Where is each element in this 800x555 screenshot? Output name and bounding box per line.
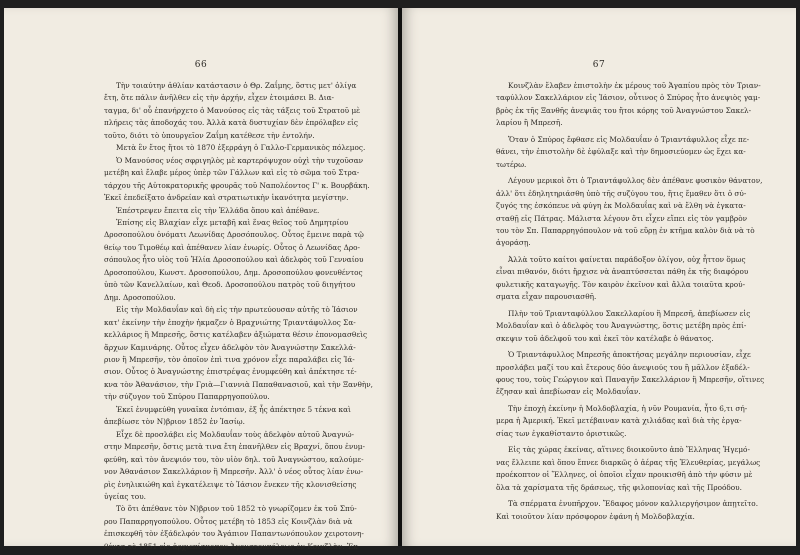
text-line: Πλὴν τοῦ Τριανταφύλλου Σακελλαρίου ἢ Μπρεσῆ, ἀπεβίωσεν εἰς <box>508 308 751 318</box>
text-line: νον Ἀθανάσιον Σακελλάριον ἢ Μπρεσῆν. Ἀλλ' ὁ νέος οὗτος λίαν ἐνω- <box>104 467 364 477</box>
text-line: τοῦτο, διότι τὸ ὑπουργεῖον Ζαΐμη κατέθεσε τὴν ἐντολήν. <box>104 130 315 140</box>
text-line: Ἐπέστρεψεν ἔπειτα εἰς τὴν Ἑλλάδα ὅπου καὶ ἀπέθανε. <box>116 205 320 215</box>
text-line: προέκοπτον οἱ Ἕλληνες, οἱ ὁποῖοι εἶχαν προικισθῆ ἀπὸ τὴν φύσιν μὲ <box>496 470 753 480</box>
right-page <box>402 8 796 546</box>
paragraph <box>104 404 386 429</box>
text-line: μερα ἡ Ἀμερική. Ἐκεῖ μετέβαιναν κατὰ χιλιάδας καὶ διὰ τὴς ἐργα- <box>496 416 742 426</box>
text-line: Εἰς τὰς χώρας ἐκείνας, αἵτινες διοικοῦντο ἀπὸ Ἕλληνας Ἡγεμό- <box>508 445 750 455</box>
text-line: Εἰς τὴν Μολδαυΐαν καὶ δὴ εἰς τὴν πρωτεύουσαν αὐτῆς τὸ Ἰάσιον <box>116 305 358 315</box>
text-line: Τὸ ὅτι ἀπέθανε τὸν Ν)βριον τοῦ 1852 τὸ γνωρίζομεν ἐκ τοῦ Σπύ- <box>116 504 357 514</box>
text-line: Κοινζλὰν ἔλαβεν ἐπιστολὴν ἐκ μέρους τοῦ Ἀγαπίου πρὸς τὸν Τριαν- <box>508 81 761 90</box>
text-line: σματα εἶχαν παρουσιασθῆ. <box>496 292 597 302</box>
text-line: σίας των ἐγκαθίσταντο ὁριστικῶς. <box>496 428 627 438</box>
text-line: Ὁ Τριαντάφυλλος Μπρεσῆς ἀποκτήσας μεγάλην περιουσίαν, εἶχε <box>508 350 751 360</box>
right-page-number: 67 <box>592 60 606 70</box>
paragraph <box>496 308 776 345</box>
text-line: βρὸς ἐκ τῆς Ξανθῆς ἀνεψιᾶς του ἤτοι κόρης τοῦ Ἀναγνώστου Σακελ- <box>496 105 752 115</box>
text-line: ὅλα τὰ χαρίσματα τῆς δράσεως, τῆς φιλοπονίας καὶ τῆς Προόδου. <box>496 482 742 492</box>
paragraph <box>496 498 776 523</box>
paragraph <box>496 349 776 399</box>
text-line: Δροσοπούλου ὀνόματι Λεωνίδας Δροσόπουλος. Οὗτος ἔμεινε παρὰ τῷ <box>104 230 364 240</box>
paragraph <box>496 403 776 440</box>
left-page-text <box>104 80 386 553</box>
text-line: Ἀλλὰ τοῦτο καίτοι φαίνεται παράδοξον ὀλίγον, οὐχ ἧττον ὅμως <box>508 254 746 264</box>
text-line: Δροσοπούλου, Κωνστ. Δροσοπούλου, Δημ. Δροσοπούλου φονευθέντος <box>104 267 363 277</box>
paragraph <box>496 80 776 130</box>
text-line: ταφύλλον Σακελλάριον εἰς Ἰάσιον, οὗτινος ὁ Σπύρος ἦτο ἀνεψιὸς γαμ- <box>496 93 761 103</box>
text-line: θέντα τὸ 1851 εἰς ἀρχιεπίσκοπον Ἀγουστουπόλεως ἐν Κοινζλὰν. Ἐκ <box>104 541 358 551</box>
paragraph <box>496 175 776 250</box>
paragraph <box>104 155 386 205</box>
text-line: νας ἔλλειπε καὶ ὅπου ἔπνεε διαρκῶς ὁ ἀέρας τῆς Ἐλευθερίας, μεγάλως <box>496 457 761 467</box>
text-line: ἔζησαν καὶ ἀπεβίωσαν εἰς Μολδαυΐαν. <box>496 387 641 397</box>
paragraph <box>496 444 776 494</box>
paragraph <box>104 80 386 142</box>
text-line: θάνει, τὴν ἐπιστολὴν δὲ ἐφύλαξε καὶ τὴν δημοσιεύομεν ὡς ἔχει κα- <box>496 147 746 157</box>
text-line: Μολδαυΐαν καὶ ὁ ἀδελφὸς του Ἀναγνώστης, ὅστις μετέβη πρὸς ἐπί- <box>496 321 747 331</box>
text-line: Ἐκεῖ ἐπεδείξατο ἀνδρείαν καὶ στρατιωτικὴν ἱκανότητα μεγίστην. <box>104 193 349 203</box>
text-line: τωτέρω. <box>496 159 527 169</box>
text-line: πλήρεις τὰς ἀποδοχάς του. Ἀλλὰ κατὰ δυστυχίαν δὲν ἐπρόλαβεν εἰς <box>104 118 358 128</box>
text-line: ἄρχων Καμινάρης. Οὗτος εἶχεν ἀδελφὸν τὸν Ἀναγνώστην Σακελλά- <box>104 342 356 352</box>
paragraph <box>104 429 386 504</box>
text-line: ρου Παπαρρηγοπούλου. Οὗτος μετέβη τὸ 1853 εἰς Κοινζλὰν διὰ νὰ <box>104 516 353 526</box>
text-line: ὑγείας του. <box>104 491 146 501</box>
text-line: Ἐκεῖ ἐνυμφεύθη γυναῖκα ἐντόπιαν, ἐξ ἧς ἀπέκτησε 5 τέκνα καὶ <box>116 404 351 414</box>
text-line: τὴν σύζυγον τοῦ Σπύρου Παπαρρηγοπούλου. <box>104 392 270 402</box>
text-line: λαρίου ἢ Μπρεσῆ. <box>496 118 563 128</box>
text-line: ἀγοράσῃ. <box>496 238 531 248</box>
text-line: φους του, τοὺς Γεώργιον καὶ Παναγῆν Σακελλάριον ἢ Μπρεσῆν, οἵτινες <box>496 374 765 384</box>
text-line: του τὸν Σπ. Παπαρρηγόπουλον νὰ τοῦ εὕρῃ ἐν κτῆμα καλὸν διὰ νὰ τὸ <box>496 225 755 235</box>
paragraph <box>104 205 386 217</box>
text-line: ὑπὸ τῶν Κανελλαίων, καὶ Θεοδ. Δροσοπούλου πατρὸς τοῦ διηγήτου <box>104 280 356 290</box>
text-line: Τὴν τοιαύτην ἀθλίαν κατάστασιν ὁ Θρ. Ζαΐμης, ὅστις μετ' ὀλίγα <box>116 81 357 90</box>
text-line: ἀλλ' ὅτι ἐδηλητηριάσθη ὑπὸ τῆς συζύγου του, ἥτις ἔμαθεν ὅτι ὁ σύ- <box>496 188 747 198</box>
paragraph <box>496 254 776 304</box>
text-line: Μετὰ ἓν ἔτος ἤτοι τὸ 1870 ἐξερράγη ὁ Γαλλο-Γερμανικὸς πόλεμος. <box>116 143 366 153</box>
text-line: ἀπεβίωσε τὸν Ν)βριον 1852 ἐν Ἰασίῳ. <box>104 417 245 427</box>
text-line: μετέβη καὶ ἔλαβε μέρος ὑπὲρ τῶν Γάλλων καὶ εἰς τὸ σῶμα τοῦ Στρα- <box>104 168 360 178</box>
text-line: σκεψιν τοῦ ἀδελφοῦ του καὶ ἐκεῖ τὸν κατέλαβε ὁ θάνατος. <box>496 333 714 343</box>
text-line: Καὶ τοιοῦτον λίαν πρόσφορον ἐφάνη ἡ Μολδοβλαχία. <box>496 511 695 521</box>
text-line: Εἶχε δὲ προσλάβει εἰς Μολδαυΐαν τοὺς ἀδελφὸν αὐτοῦ Ἀναγνώ- <box>116 429 355 439</box>
right-page-text <box>496 80 776 523</box>
text-line: Λέγουν μερικοὶ ὅτι ὁ Τριαντάφυλλος δὲν ἀπέθανε φυσικὸν θάνατον, <box>508 176 763 186</box>
text-line: ἐπισκεφθῆ τὸν ἐξάδελφόν του Ἀγάπιον Παπαντωνόπουλον χειροτονη- <box>104 529 364 539</box>
text-line: στην Μπρεσῆν, ὅστις μετὰ τινα ἔτη ἐπανῆλθεν εἰς Βραχνί, ὅπου ἐνυμ- <box>104 442 365 452</box>
text-line: ζυγός της ἐσκόπευε νὰ φύγη ἐκ Μολδαυΐας καὶ νὰ ἔλθη νὰ ἐγκατα- <box>496 201 746 211</box>
text-line: τάρχου τῆς Αὐτοκρατορικῆς φρουρᾶς τοῦ Ναπολέοντος Γ' κ. Βουρβάκη. <box>104 180 370 190</box>
text-line: προσλάβει μαζί του καὶ ἕτερους δύο ἀνεψιούς του ἢ μᾶλλον ἐξαδέλ- <box>496 362 750 372</box>
text-line: κνα τὸν Ἀθανάσιον, τὴν Γριὰ—Γιαννιὰ Παπαθανασιοῦ, καὶ τὴν Ξανθὴν, <box>104 379 373 389</box>
text-line: Τὰ σπέρματα ἐνυπῆρχον. Ἔδαφος μόνον καλλιεργήσιμον ἀπῃτεῖτο. <box>508 499 759 509</box>
text-line: ἔτη, ὅτε πάλιν ἀνῆλθεν εἰς τὴν ἀρχήν, εἶχεν ἑτοιμάσει Β. Δια- <box>104 93 334 103</box>
left-page-number: 66 <box>194 60 208 70</box>
text-line: Ὁ Μανούσος νέος σφριγηλὸς μὲ καρτερόψυχον οὐχὶ τὴν τυχοῦσαν <box>116 155 364 165</box>
text-line: φεύθη, καὶ τὸν ἀνεψιόν του, τὸν υἱὸν δηλ. τοῦ Ἀναγνώστου, καλούμε- <box>104 454 364 464</box>
text-line: Δημ. Δροσοπούλου. <box>104 292 176 302</box>
text-line: φυλετικῆς καταγωγῆς. Τὸν καιρὸν ἐκεῖνον καὶ ἄλλα τοιαῦτα κρού- <box>496 279 746 289</box>
text-line: σιον. Οὗτος ὁ Ἀναγνώστης ἐπιστρέψας ἐνυμφεύθη καὶ ἀπέκτησε τέ- <box>104 367 357 377</box>
text-line: εἶναι πιθανόν, διότι ἤρχισε νὰ ἀναπτύσσεται πάθη ἐκ τῆς διαφόρου <box>496 267 749 277</box>
text-line: σόπουλος ἦτο υἱὸς τοῦ Ἠλία Δροσοπούλου καὶ ἀδελφὸς τοῦ Γενναίου <box>104 255 364 265</box>
text-line: Ἐπίσης εἰς Βλαχίαν εἶχε μεταβῆ καὶ ἕνας θεῖος τοῦ Δημητρίου <box>116 217 349 227</box>
paragraph <box>104 304 386 404</box>
text-line: ριον ἢ Μπρεσῆν, τὸν ὁποῖον ἐπὶ τινα χρόνον εἶχε παραλάβει εἰς Ἰά- <box>104 354 355 364</box>
left-page <box>4 8 398 551</box>
text-line: κατ' ἐκείνην τὴν ἐποχὴν ἠκμαζεν ὁ Βραχνιώτης Τριαντάφυλλος Σα- <box>104 317 356 327</box>
paragraph <box>104 503 386 553</box>
paragraph <box>496 134 776 171</box>
text-line: Τὴν ἐποχὴ ἐκείνην ἡ Μολδοβλαχία, ἡ νῦν Ρουμανία, ἦτο 6,τι σή- <box>508 403 748 413</box>
text-line: Ὅταν ὁ Σπύρος ἔφθασε εἰς Μολδαυΐαν ὁ Τριαντάφυλλος εἶχε πε- <box>508 134 750 144</box>
paragraph <box>104 142 386 154</box>
text-line: ταγμα, δι' οὗ ἐπανήρχετο ὁ Μανούσος εἰς τὰς τάξεις τοῦ Στρατοῦ μὲ <box>104 105 361 115</box>
paragraph <box>104 217 386 304</box>
text-line: κελλάριος ἢ Μπρεσῆς, ὅστις κατέλαβεν ἀξιώματα θέσιν ἐπονομασθεὶς <box>104 330 368 340</box>
text-line: ρὶς ἐνηλικιώθη καὶ ἐγκατέλειψε τὸ Ἰάσιον ἕνεκεν τῆς κλονισθείσης <box>104 479 357 489</box>
text-line: θείῳ του Τιμοθέῳ καὶ ἀπέθανεν λίαν ἐνωρίς. Οὗτος ὁ Λεωνίδας Δρο- <box>104 242 361 252</box>
text-line: σταθῇ εἰς Πάτρας. Μάλιστα λέγουν ὅτι εἶχεν εἴπει εἰς τὸν γαμβρὸν <box>496 213 748 223</box>
